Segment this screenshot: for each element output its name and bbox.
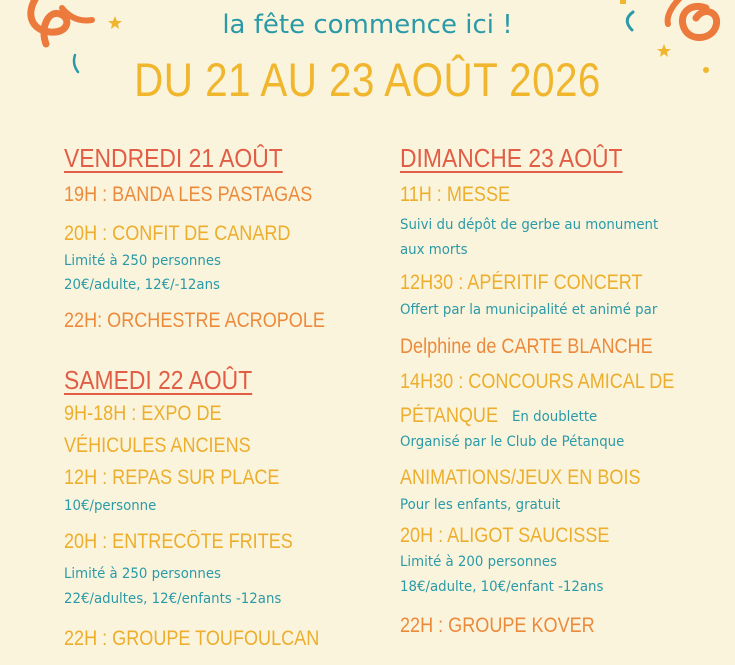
saturday-event-expo-line2: VÉHICULES ANCIENS [64, 434, 251, 457]
saturday-entrecote-note-limit: Limité à 250 personnes [64, 566, 221, 582]
friday-confit-note-limit: Limité à 250 personnes [64, 253, 221, 269]
saturday-repas-note-price: 10€/personne [64, 498, 157, 514]
sunday-event-kover: 22H : GROUPE KOVER [400, 614, 595, 637]
sunday-aligot-note-limit: Limité à 200 personnes [400, 554, 557, 570]
confetti-dot-icon [620, 0, 626, 4]
tagline: la fête commence ici ! [222, 10, 513, 40]
sunday-event-animations: ANIMATIONS/JEUX EN BOIS [400, 466, 641, 489]
sunday-event-petanque-line1: 14H30 : CONCOURS AMICAL DE [400, 370, 675, 393]
sunday-petanque-note-organizer: Organisé par le Club de Pétanque [400, 434, 625, 450]
event-dates: DU 21 AU 23 AOÛT 2026 [134, 53, 601, 106]
sunday-petanque-note-format: En doublette [512, 409, 598, 425]
sunday-event-petanque-line2: PÉTANQUE [400, 404, 499, 427]
sunday-messe-note-line2: aux morts [400, 242, 468, 258]
sunday-aperitif-artist: Delphine de CARTE BLANCHE [400, 335, 653, 358]
saturday-title: SAMEDI 22 AOÛT [64, 365, 253, 395]
saturday-event-repas: 12H : REPAS SUR PLACE [64, 466, 280, 489]
sunday-aligot-note-price: 18€/adulte, 10€/enfant -12ans [400, 579, 604, 595]
sunday-aperitif-note: Offert par la municipalité et animé par [400, 302, 658, 318]
friday-event-banda: 19H : BANDA LES PASTAGAS [64, 183, 313, 206]
saturday-event-toufoulcan: 22H : GROUPE TOUFOULCAN [64, 627, 320, 650]
sunday-event-aligot: 20H : ALIGOT SAUCISSE [400, 524, 610, 547]
friday-event-confit: 20H : CONFIT DE CANARD [64, 222, 291, 245]
sunday-animations-note: Pour les enfants, gratuit [400, 497, 561, 513]
friday-title: VENDREDI 21 AOÛT [64, 143, 283, 173]
friday-event-orchestre: 22H: ORCHESTRE ACROPOLE [64, 309, 325, 332]
sunday-event-aperitif: 12H30 : APÉRITIF CONCERT [400, 271, 643, 294]
saturday-entrecote-note-price: 22€/adultes, 12€/enfants -12ans [64, 591, 282, 607]
friday-confit-note-price: 20€/adulte, 12€/-12ans [64, 277, 221, 293]
saturday-event-entrecote: 20H : ENTRECÔTE FRITES [64, 530, 293, 553]
sunday-title: DIMANCHE 23 AOÛT [400, 143, 623, 173]
sunday-event-messe: 11H : MESSE [400, 183, 511, 206]
sunday-messe-note-line1: Suivi du dépôt de gerbe au monument [400, 217, 659, 233]
saturday-event-expo-line1: 9H-18H : EXPO DE [64, 402, 222, 425]
confetti-dot-right-icon [703, 67, 709, 73]
